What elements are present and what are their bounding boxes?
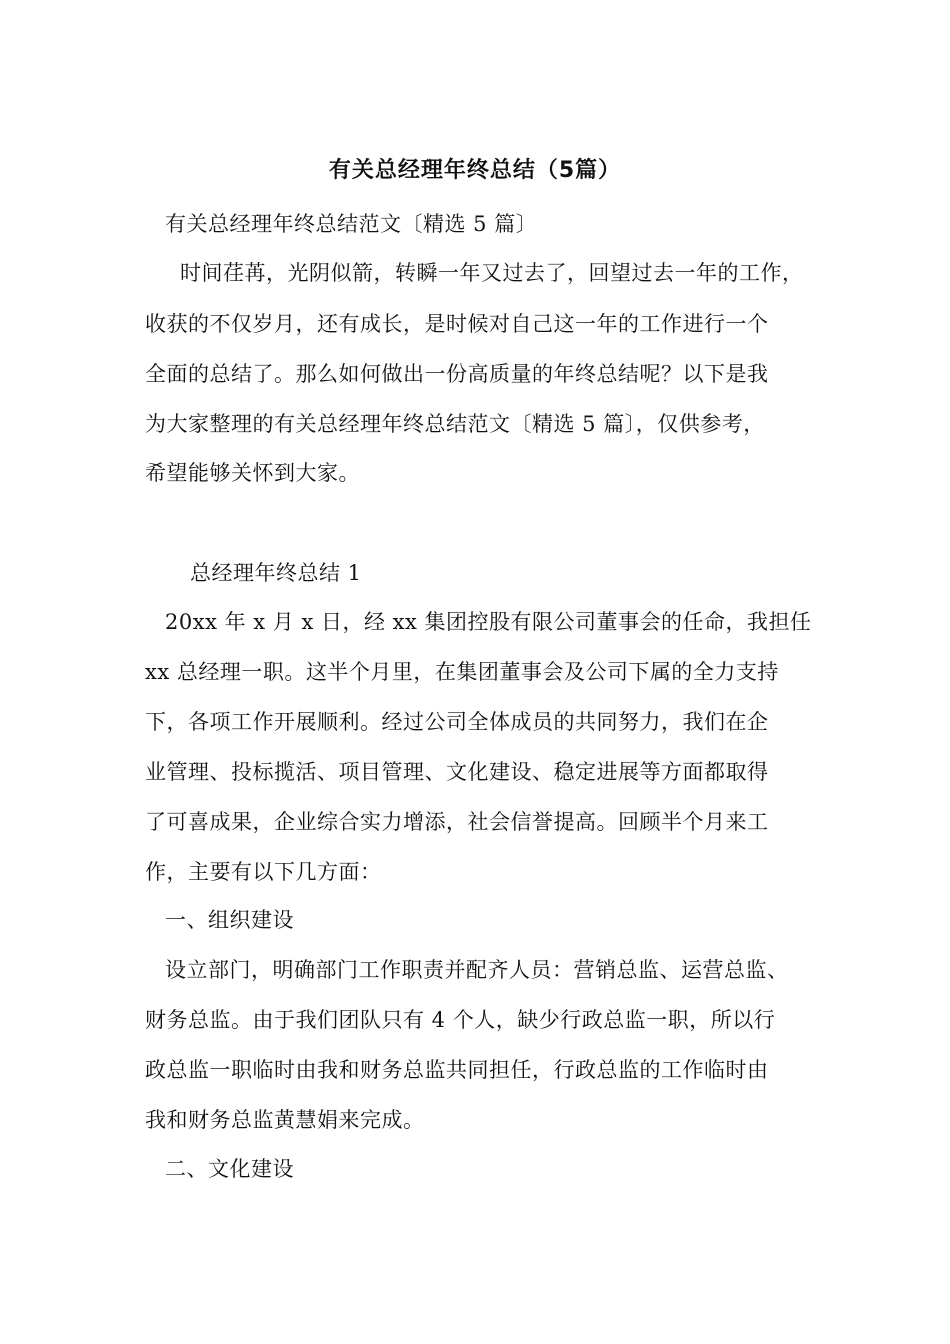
document-subtitle: 有关总经理年终总结范文〔精选 5 篇〕: [165, 212, 538, 236]
intro-line: 全面的总结了。那么如何做出一份高质量的年终总结呢？以下是我: [145, 362, 769, 386]
paragraph-line: 了可喜成果，企业综合实力增添，社会信誉提高。回顾半个月来工: [145, 810, 769, 834]
intro-line: 时间荏苒，光阴似箭，转瞬一年又过去了，回望过去一年的工作，: [180, 261, 804, 285]
intro-line: 为大家整理的有关总经理年终总结范文〔精选 5 篇〕，仅供参考，: [145, 412, 765, 436]
paragraph-line: 作，主要有以下几方面：: [145, 860, 382, 884]
paragraph-line: 我和财务总监黄慧娟来完成。: [145, 1108, 425, 1132]
section-title: 总经理年终总结 1: [190, 561, 362, 585]
intro-line: 希望能够关怀到大家。: [145, 461, 360, 485]
paragraph-line: 下，各项工作开展顺利。经过公司全体成员的共同努力，我们在企: [145, 710, 769, 734]
paragraph-line: 财务总监。由于我们团队只有 4 个人，缺少行政总监一职，所以行: [145, 1008, 776, 1032]
document-title: 有关总经理年终总结（5篇）: [328, 158, 622, 183]
paragraph-line: 20xx 年 x 月 x 日，经 xx 集团控股有限公司董事会的任命，我担任: [165, 610, 812, 634]
paragraph-line: 政总监一职临时由我和财务总监共同担任，行政总监的工作临时由: [145, 1058, 769, 1082]
intro-line: 收获的不仅岁月，还有成长，是时候对自己这一年的工作进行一个: [145, 312, 769, 336]
paragraph-line: 设立部门，明确部门工作职责并配齐人员：营销总监、运营总监、: [165, 958, 789, 982]
paragraph-line: 业管理、投标揽活、项目管理、文化建设、稳定进展等方面都取得: [145, 760, 769, 784]
paragraph-line: xx 总经理一职。这半个月里，在集团董事会及公司下属的全力支持: [145, 660, 779, 684]
section-heading: 一、组织建设: [165, 908, 294, 932]
section-heading: 二、文化建设: [165, 1157, 294, 1181]
